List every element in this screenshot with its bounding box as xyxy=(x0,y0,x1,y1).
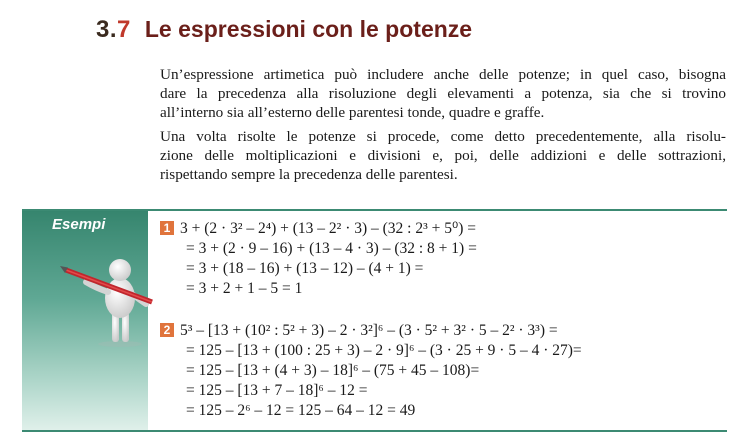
figure-with-pencil-illustration xyxy=(60,252,156,348)
paragraph-line: dare la precedenza alla risoluzione degli elevamenti a potenza, sia che si trovino xyxy=(160,85,726,102)
section-number xyxy=(96,16,131,44)
expression-line: = 125 – [13 + 7 – 18]⁶ – 12 = xyxy=(186,382,368,399)
examples-label: Esempi xyxy=(52,216,106,233)
section-number-sub: 7 xyxy=(117,16,131,43)
expression-line: = 125 – [13 + (100 : 25 + 3) – 2 · 9]⁶ – (3 · 25 + 9 · 5 – 4 · 27)= xyxy=(186,342,582,359)
paragraph-line: all’interno sia all’esterno delle parentesi tonde, quadre e graffe. xyxy=(160,104,545,121)
paragraph-line: Un’espressione artimetica può includere anche delle potenze; in quel caso, bisogna xyxy=(160,66,726,83)
expression-line: = 3 + 2 + 1 – 5 = 1 xyxy=(186,280,303,297)
expression-line: = 125 – [13 + (4 + 3) – 18]⁶ – (75 + 45 – 108)= xyxy=(186,362,480,379)
section-title: Le espressioni con le potenze xyxy=(144,16,473,42)
expression-line: 3 + (2 · 3² – 2⁴) + (13 – 2² · 3) – (32 : 2³ + 5⁰) = xyxy=(180,220,476,237)
example-number-badge: 2 xyxy=(160,323,174,337)
section-heading xyxy=(96,16,472,50)
expression-line: = 3 + (2 · 9 – 16) + (13 – 4 · 3) – (32 : 8 + 1) = xyxy=(186,240,477,257)
paragraph-line: Una volta risolte le potenze si procede, come detto precedentemente, alla risolu- xyxy=(160,128,726,145)
section-number-main: 3. xyxy=(96,16,118,43)
example-2 xyxy=(160,321,582,421)
paragraph-line: zione delle moltiplicazioni e divisioni e, poi, delle addizioni e delle sottrazioni, xyxy=(160,147,726,164)
example-number-badge: 1 xyxy=(160,221,174,235)
intro-paragraph-2 xyxy=(160,127,726,184)
expression-line: 5³ – [13 + (10² : 5² + 3) – 2 · 3²]⁶ – (3 · 5² + 3² · 5 – 2² · 3³) = xyxy=(180,322,558,339)
paragraph-line: rispettando sempre la precedenza delle parentesi. xyxy=(160,166,458,183)
examples-bottom-rule xyxy=(22,430,727,432)
expression-line: = 3 + (18 – 16) + (13 – 12) – (4 + 1) = xyxy=(186,260,424,277)
intro-paragraph-1 xyxy=(160,65,726,122)
expression-line: = 125 – 2⁶ – 12 = 125 – 64 – 12 = 49 xyxy=(186,402,416,419)
example-1 xyxy=(160,219,477,299)
